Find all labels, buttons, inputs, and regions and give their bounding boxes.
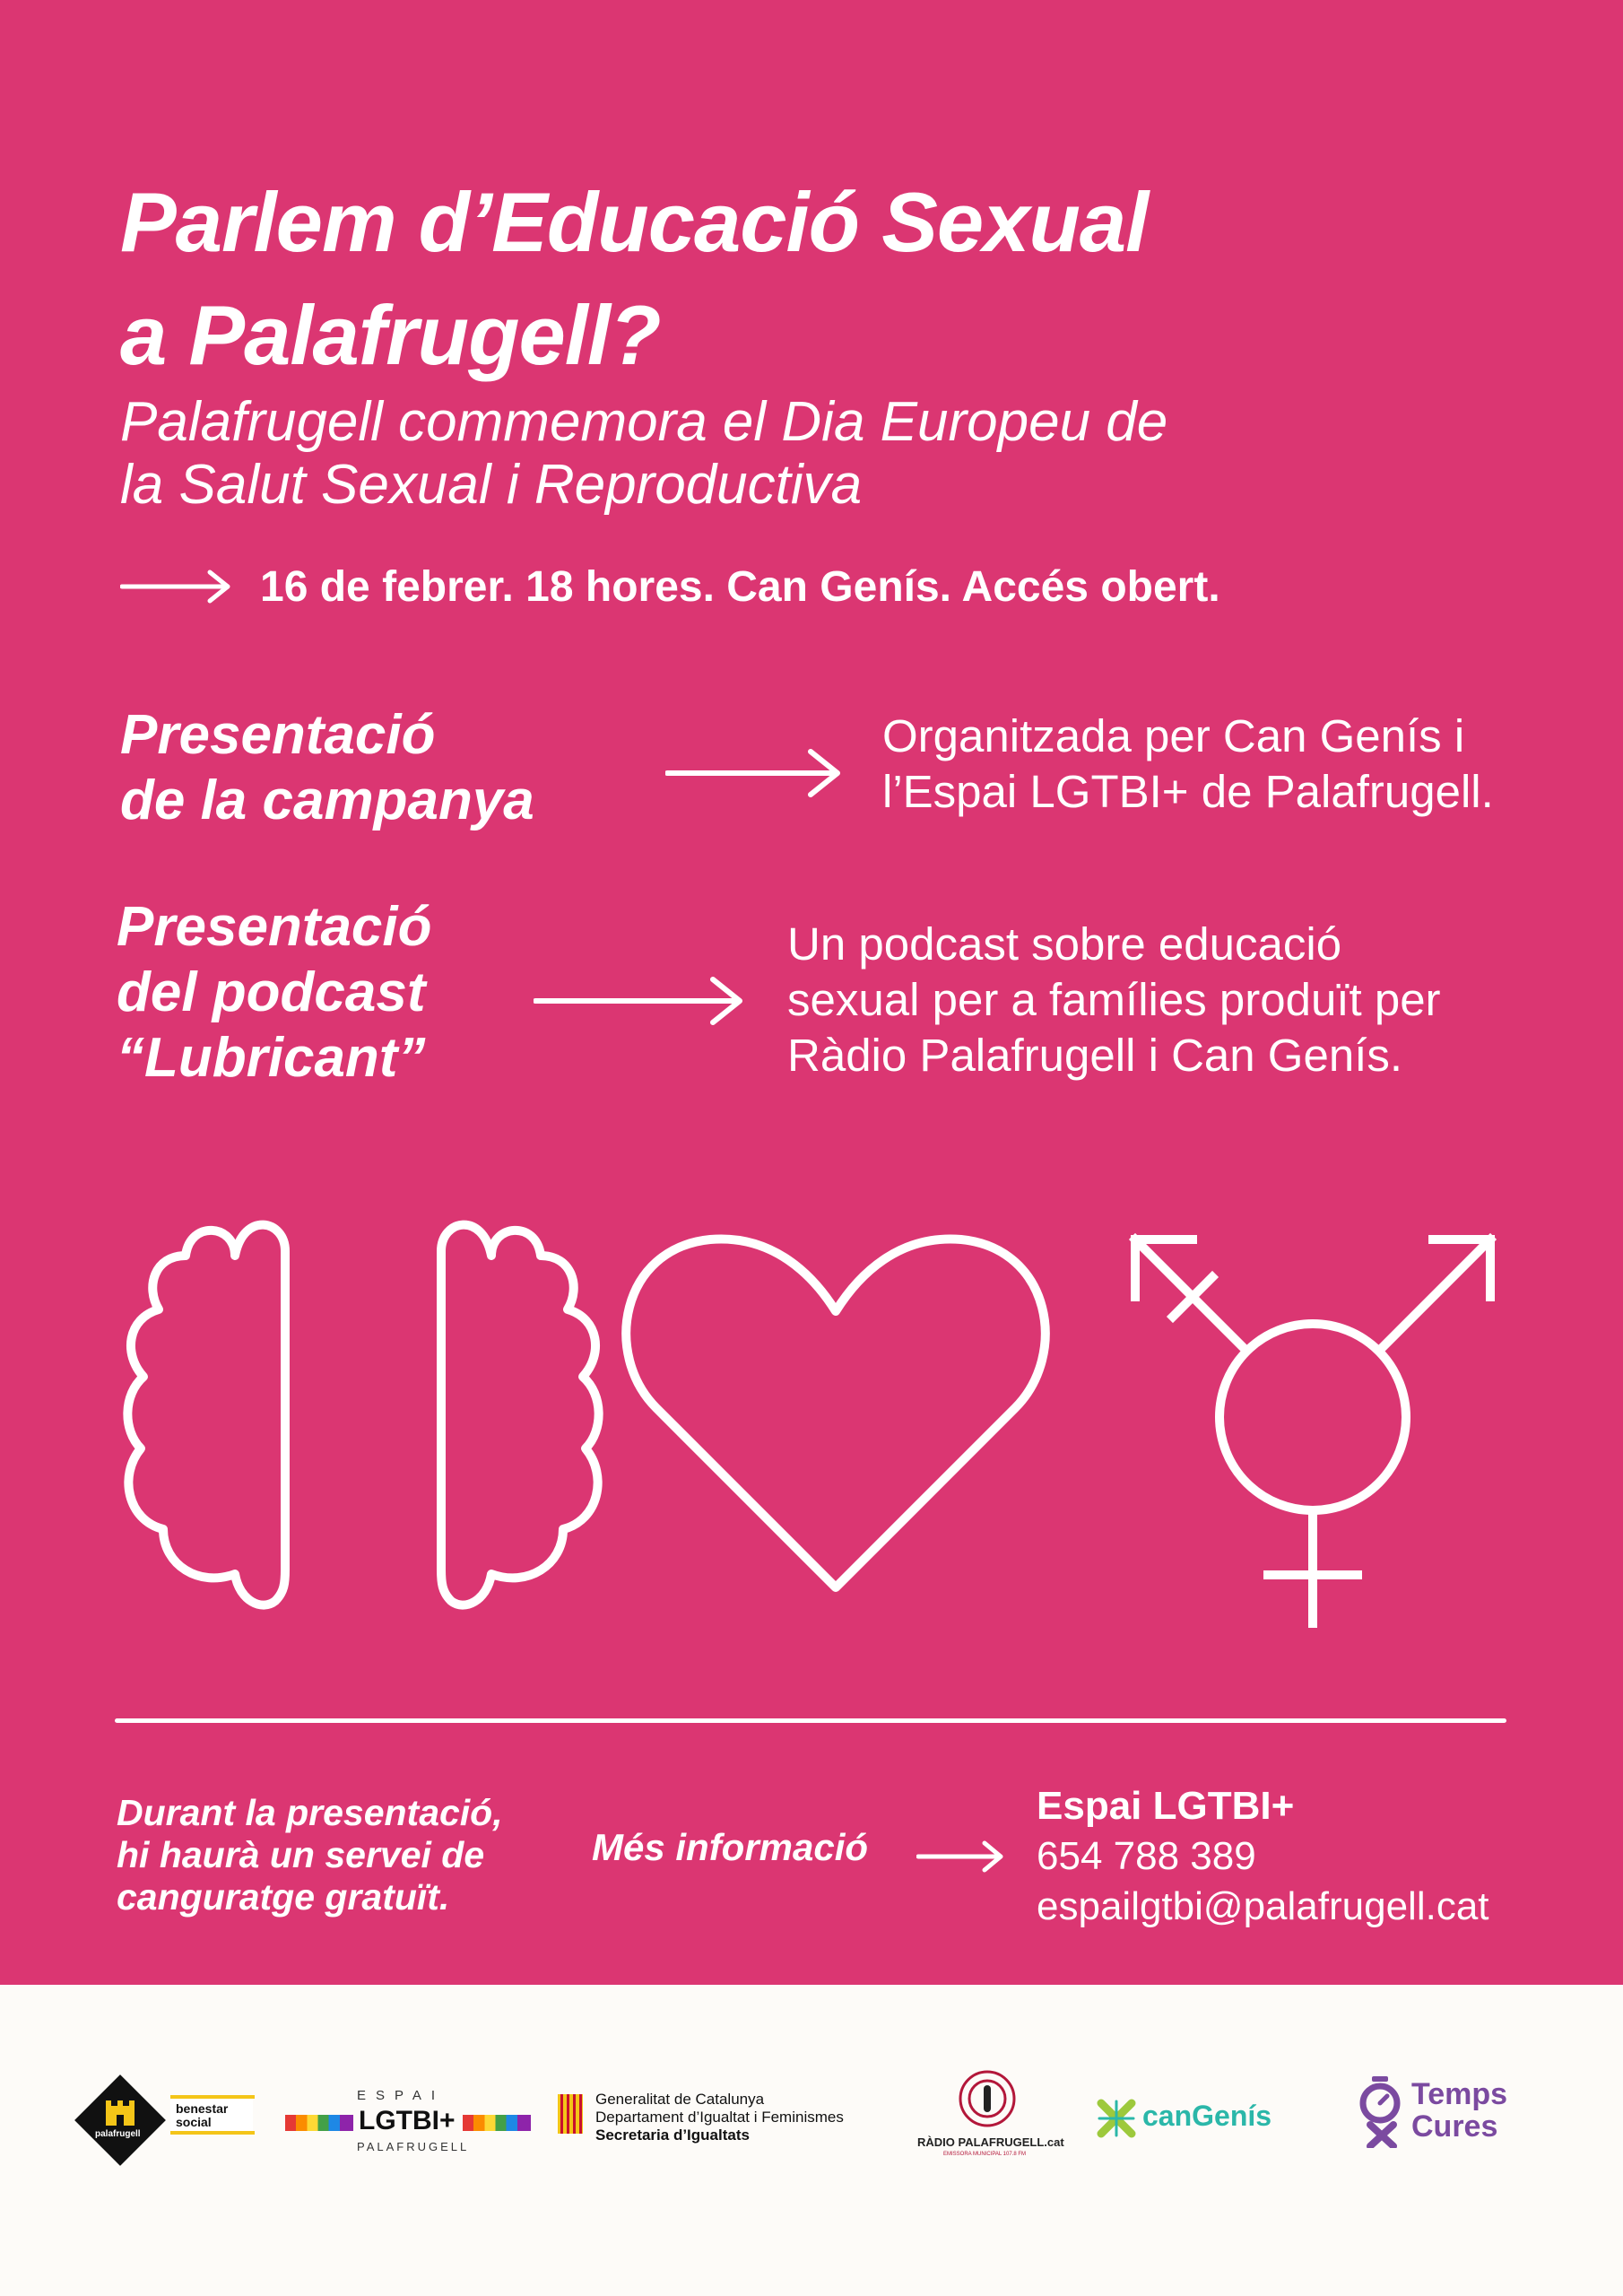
- event-info: 16 de febrer. 18 hores. Can Genís. Accés obert.: [260, 562, 1220, 611]
- palafrugell-emblem: [70, 2070, 170, 2170]
- section-desc-line: Ràdio Palafrugell i Can Genís.: [787, 1030, 1403, 1081]
- stopwatch-icon: [1358, 2076, 1411, 2148]
- title-line-1: Parlem d’Educació Sexual: [120, 175, 1149, 269]
- section-title-line: del podcast: [117, 961, 426, 1023]
- benestar-text: benestar social: [176, 2101, 229, 2129]
- section-title-podcast: [117, 894, 432, 1091]
- page-title: [120, 166, 1519, 392]
- section-title-line: “Lubricant”: [117, 1027, 426, 1089]
- section-title-line: Presentació: [117, 896, 432, 958]
- section-title-line: de la campanya: [120, 770, 534, 831]
- palafrugell-benestar-logo: [70, 2070, 258, 2178]
- arrow-right-icon: [120, 569, 233, 604]
- arrow-right-icon: [916, 1839, 1006, 1874]
- childcare-line: canguratge gratuït.: [117, 1876, 450, 1918]
- palafrugell-town: palafrugell: [95, 2129, 141, 2139]
- transgender-symbol-icon: [1119, 1218, 1505, 1639]
- sponsors-footer: [0, 1985, 1623, 2296]
- arrow-right-icon: [665, 746, 845, 800]
- section-desc-podcast: [787, 917, 1523, 1083]
- more-info-label: Més informació: [592, 1826, 869, 1868]
- section-title-line: Presentació: [120, 704, 436, 766]
- contact-name: Espai LGTBI+: [1037, 1784, 1295, 1828]
- subtitle-line-1: Palafrugell commemora el Dia Europeu de: [120, 391, 1168, 453]
- espai-lgtbi-logo: ESPAI LGTBI+ PALAFRUGELL: [285, 2088, 533, 2160]
- radio-palafrugell-logo: RÀDIO PALAFRUGELL.cat EMISSORA MUNICIPAL 107.8 FM: [913, 2067, 1074, 2166]
- heart-icon: [594, 1213, 1078, 1625]
- title-line-2: a Palafrugell?: [120, 288, 661, 382]
- cangenis-logo: canGenís: [1096, 2094, 1311, 2148]
- cangenis-mark-icon: [1096, 2098, 1137, 2139]
- subtitle-line-2: la Salut Sexual i Reproductiva: [120, 454, 863, 516]
- contact-email[interactable]: espailgtbi@palafrugell.cat: [1037, 1884, 1489, 1928]
- childcare-note: [117, 1792, 583, 1918]
- section-desc-line: Organitzada per Can Genís i: [882, 710, 1465, 761]
- senyera-emblem: [558, 2094, 583, 2134]
- childcare-line: hi haurà un servei de: [117, 1834, 485, 1875]
- brain-icon: [343, 1206, 608, 1619]
- section-desc-line: l’Espai LGTBI+ de Palafrugell.: [882, 766, 1494, 817]
- section-desc-campaign: [882, 709, 1528, 820]
- section-title-campaign: [120, 702, 534, 833]
- generalitat-logo: Generalitat de Catalunya Departament d’Igualtat i Feminismes Secretaria d’Igualtats: [558, 2091, 898, 2153]
- radio-icon: [956, 2067, 1019, 2130]
- divider: [115, 1718, 1506, 1723]
- section-desc-line: Un podcast sobre educació: [787, 918, 1342, 970]
- arrow-right-icon: [534, 974, 749, 1028]
- temps-cures-logo: Temps Cures: [1358, 2073, 1537, 2162]
- section-desc-line: sexual per a famílies produït per: [787, 974, 1441, 1025]
- childcare-line: Durant la presentació,: [117, 1792, 503, 1833]
- contact-block: [1037, 1781, 1489, 1932]
- subtitle: [120, 391, 1519, 517]
- event-info-line: [120, 556, 1220, 617]
- contact-phone[interactable]: 654 788 389: [1037, 1834, 1256, 1878]
